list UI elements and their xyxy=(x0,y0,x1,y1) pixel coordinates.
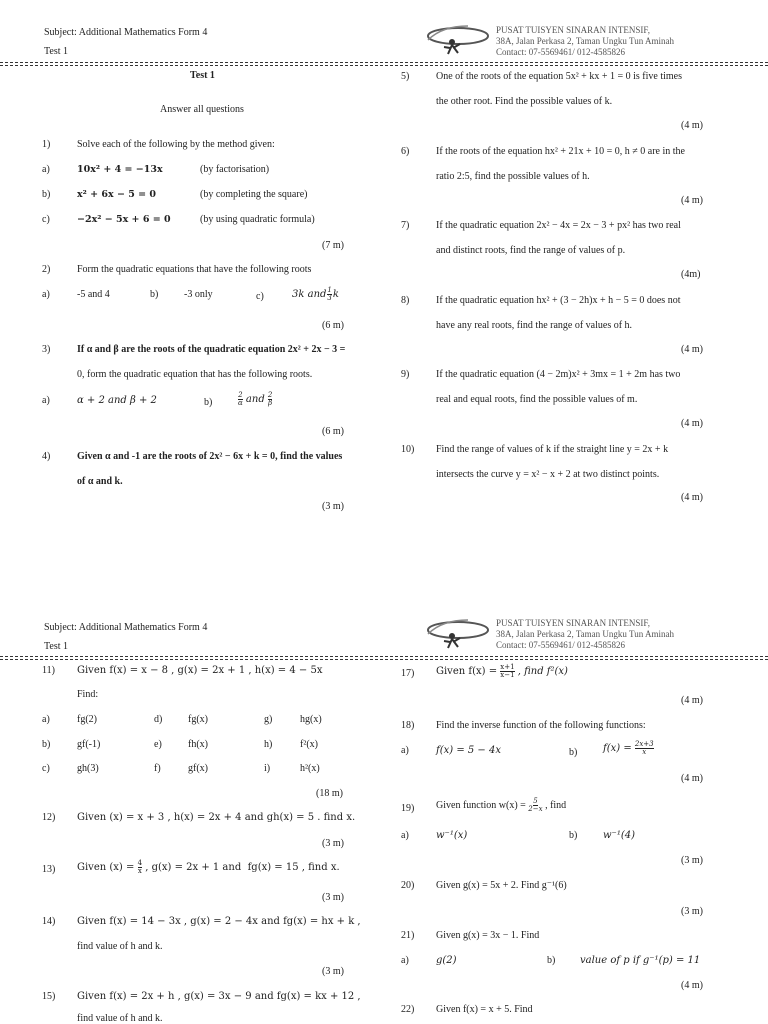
q13-number: 13) xyxy=(42,864,56,875)
q11-item-value: h²(x) xyxy=(300,763,320,774)
q11-item-label: h) xyxy=(264,739,273,750)
q11-text: Given f(x) = x − 8 , g(x) = 2x + 1 , h(x) = 4 − 5x xyxy=(77,665,323,676)
q11-item-label: g) xyxy=(264,714,273,725)
q8-line1: If the quadratic equation hx² + (3 − 2h)x + h − 5 = 0 does not xyxy=(436,295,681,306)
q18-text: Find the inverse function of the following functions: xyxy=(436,720,646,731)
q15-line1: Given f(x) = 2x + h , g(x) = 3x − 9 and fg(x) = kx + 12 , xyxy=(77,991,361,1002)
institute-logo-2 xyxy=(422,614,494,652)
q1-a-method: (by factorisation) xyxy=(200,164,270,175)
q3-marks: (6 m) xyxy=(322,426,344,437)
q5-line2: the other root. Find the possible values of k. xyxy=(436,96,613,107)
q14-line2: find value of h and k. xyxy=(77,941,163,952)
q6-line2: ratio 2:5, find the possible values of h. xyxy=(436,171,590,182)
q21-b-value: value of p if g⁻¹(p) = 11 xyxy=(580,955,701,966)
q11-item-value: fh(x) xyxy=(188,739,208,750)
q11-find: Find: xyxy=(77,689,99,700)
q19-marks: (3 m) xyxy=(681,855,703,866)
q2-c-value: 3k and 1 3 k xyxy=(292,286,339,302)
q2-b-label: b) xyxy=(150,289,159,300)
q1-b-equation: x² + 6x − 5 = 0 xyxy=(77,189,157,200)
q12-marks: (3 m) xyxy=(322,838,344,849)
q1-marks: (7 m) xyxy=(322,240,344,251)
q18-a-value: f(x) = 5 − 4x xyxy=(436,745,501,756)
q17-number: 17) xyxy=(401,668,415,679)
institute-name: PUSAT TUISYEN SINARAN INTENSIF, xyxy=(496,25,650,35)
q13-marks: (3 m) xyxy=(322,892,344,903)
q1-b-method: (by completing the square) xyxy=(200,189,308,200)
q11-item-value: gf(-1) xyxy=(77,739,101,750)
q6-line1: If the roots of the equation hx² + 21x + 10 = 0, h ≠ 0 are in the xyxy=(436,146,685,157)
q3-a-label: a) xyxy=(42,395,50,406)
q21-text: Given g(x) = 3x − 1. Find xyxy=(436,930,540,941)
q10-number: 10) xyxy=(401,444,415,455)
q14-marks: (3 m) xyxy=(322,966,344,977)
q19-b-value: w⁻¹(4) xyxy=(603,830,636,841)
q2-text: Form the quadratic equations that have the following roots xyxy=(77,264,312,275)
q10-line1: Find the range of values of k if the straight line y = 2x + k xyxy=(436,444,669,455)
q18-b-value: f(x) = $\frac{2x+3}{x}$ xyxy=(603,740,654,756)
q10-marks: (4 m) xyxy=(681,492,703,503)
q4-line2: of α and k. xyxy=(77,476,123,487)
q5-number: 5) xyxy=(401,71,410,82)
q2-a-label: a) xyxy=(42,289,50,300)
q11-item-label: a) xyxy=(42,714,50,725)
q20-marks: (3 m) xyxy=(681,906,703,917)
q3-a-value: α + 2 and β + 2 xyxy=(77,395,157,406)
q12-number: 12) xyxy=(42,812,56,823)
q15-number: 15) xyxy=(42,991,56,1002)
q3-line2: 0, form the quadratic equation that has the following roots. xyxy=(77,369,313,380)
q12-text: Given (x) = x + 3 , h(x) = 2x + 4 and gh(x) = 5 . find x. xyxy=(77,812,356,823)
q11-item-value: gf(x) xyxy=(188,763,208,774)
q1-a-equation: 10x² + 4 = −13x xyxy=(77,164,163,175)
q11-item-value: f²(x) xyxy=(300,739,318,750)
q1-a-label: a) xyxy=(42,164,50,175)
subject-label-2: Subject: Additional Mathematics Form 4 xyxy=(44,622,208,633)
q21-b-label: b) xyxy=(547,955,556,966)
q1-number: 1) xyxy=(42,139,51,150)
q5-marks: (4 m) xyxy=(681,120,703,131)
q11-item-value: hg(x) xyxy=(300,714,322,725)
q21-a-label: a) xyxy=(401,955,409,966)
q3-number: 3) xyxy=(42,344,51,355)
q11-item-label: b) xyxy=(42,739,51,750)
q3-b-label: b) xyxy=(204,397,213,408)
institute-contact: Contact: 07-5569461/ 012-4585826 xyxy=(496,47,625,57)
test-label: Test 1 xyxy=(44,46,69,57)
q2-number: 2) xyxy=(42,264,51,275)
q11-number: 11) xyxy=(42,665,55,676)
q11-item-label: i) xyxy=(264,763,271,774)
q3-line1: If α and β are the roots of the quadratic equation 2x² + 2x − 3 = xyxy=(77,344,346,355)
q22-text: Given f(x) = x + 5. Find xyxy=(436,1004,533,1015)
q14-line1: Given f(x) = 14 − 3x , g(x) = 2 − 4x and fg(x) = hx + k , xyxy=(77,916,361,927)
institute-address: 38A, Jalan Perkasa 2, Taman Ungku Tun Aminah xyxy=(496,36,674,46)
q8-number: 8) xyxy=(401,295,410,306)
q1-b-label: b) xyxy=(42,189,51,200)
q15-line2: find value of h and k. xyxy=(77,1013,163,1024)
q2-c-label: c) xyxy=(256,291,264,302)
q11-item-label: d) xyxy=(154,714,163,725)
q21-number: 21) xyxy=(401,930,415,941)
q8-marks: (4 m) xyxy=(681,344,703,355)
q4-marks: (3 m) xyxy=(322,501,344,512)
institute-contact-2: Contact: 07-5569461/ 012-4585826 xyxy=(496,640,625,650)
q11-item-value: gh(3) xyxy=(77,763,99,774)
header-divider-2 xyxy=(0,656,768,660)
q11-item-label: f) xyxy=(154,763,161,774)
q4-line1: Given α and -1 are the roots of 2x² − 6x + k = 0, find the values xyxy=(77,451,343,462)
q2-b-value: -3 only xyxy=(184,289,213,300)
q18-a-label: a) xyxy=(401,745,409,756)
q11-item-label: c) xyxy=(42,763,50,774)
q22-number: 22) xyxy=(401,1004,415,1015)
q20-text: Given g(x) = 5x + 2. Find g⁻¹(6) xyxy=(436,880,567,891)
q20-number: 20) xyxy=(401,880,415,891)
q18-marks: (4 m) xyxy=(681,773,703,784)
q9-number: 9) xyxy=(401,369,410,380)
q17-text: Given f(x) = $\frac{x+1}{x-1}$ , find f²(x) xyxy=(436,663,568,679)
q18-b-label: b) xyxy=(569,747,578,758)
q2-marks: (6 m) xyxy=(322,320,344,331)
q19-a-label: a) xyxy=(401,830,409,841)
q19-number: 19) xyxy=(401,803,415,814)
q21-marks: (4 m) xyxy=(681,980,703,991)
q13-text: Given (x) = $\frac{4}{x}$ , g(x) = 2x + 1 and fg(x) = 15 , find x. xyxy=(77,859,340,875)
q21-a-value: g(2) xyxy=(436,955,457,966)
q3-b-value: 2 α and 2 β xyxy=(238,391,273,407)
q11-item-value: fg(x) xyxy=(188,714,208,725)
q10-line2: intersects the curve y = x² − x + 2 at two distinct points. xyxy=(436,469,660,480)
q1-text: Solve each of the following by the method given: xyxy=(77,139,275,150)
q7-number: 7) xyxy=(401,220,410,231)
q2-a-value: -5 and 4 xyxy=(77,289,110,300)
q9-marks: (4 m) xyxy=(681,418,703,429)
q9-line2: real and equal roots, find the possible values of m. xyxy=(436,394,638,405)
q6-number: 6) xyxy=(401,146,410,157)
q17-marks: (4 m) xyxy=(681,695,703,706)
q19-text: Given function w(x) = $\frac{5}{2-x}$ , find xyxy=(436,797,567,813)
q19-a-value: w⁻¹(x) xyxy=(436,830,468,841)
header-divider xyxy=(0,62,768,66)
q5-line1: One of the roots of the equation 5x² + kx + 1 = 0 is five times xyxy=(436,71,682,82)
instruction: Answer all questions xyxy=(160,104,244,115)
q7-line2: and distinct roots, find the range of values of p. xyxy=(436,245,626,256)
q19-b-label: b) xyxy=(569,830,578,841)
q14-number: 14) xyxy=(42,916,56,927)
q1-c-method: (by using quadratic formula) xyxy=(200,214,315,225)
q1-c-equation: −2x² − 5x + 6 = 0 xyxy=(77,214,171,225)
institute-name-2: PUSAT TUISYEN SINARAN INTENSIF, xyxy=(496,618,650,628)
q18-number: 18) xyxy=(401,720,415,731)
q7-marks: (4m) xyxy=(681,269,701,280)
q9-line1: If the quadratic equation (4 − 2m)x² + 3mx = 1 + 2m has two xyxy=(436,369,681,380)
q4-number: 4) xyxy=(42,451,51,462)
institute-logo xyxy=(422,20,494,58)
institute-address-2: 38A, Jalan Perkasa 2, Taman Ungku Tun Aminah xyxy=(496,629,674,639)
q11-item-value: fg(2) xyxy=(77,714,97,725)
subject-label: Subject: Additional Mathematics Form 4 xyxy=(44,27,208,38)
test-label-2: Test 1 xyxy=(44,641,69,652)
q11-item-label: e) xyxy=(154,739,162,750)
q11-marks: (18 m) xyxy=(316,788,343,799)
q8-line2: have any real roots, find the range of values of h. xyxy=(436,320,633,331)
q1-c-label: c) xyxy=(42,214,50,225)
page-title: Test 1 xyxy=(190,70,215,81)
q7-line1: If the quadratic equation 2x² − 4x = 2x − 3 + px² has two real xyxy=(436,220,681,231)
q6-marks: (4 m) xyxy=(681,195,703,206)
